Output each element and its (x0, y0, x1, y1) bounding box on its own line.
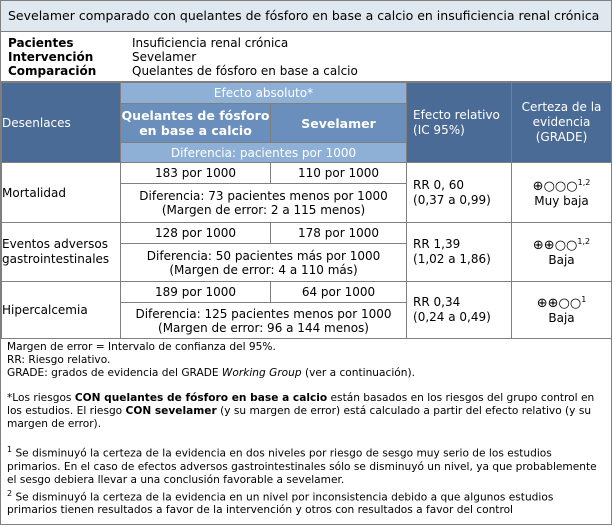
header-diferencia: Diferencia: pacientes por 1000 (121, 143, 407, 163)
rr-value: RR 0,34 (413, 295, 461, 309)
control-risk: 128 por 1000 (121, 223, 271, 244)
certainty-symbols: ⊕⊕○○ (532, 238, 578, 253)
certainty-cell (512, 282, 612, 339)
header-efecto-absoluto: Efecto absoluto* (121, 83, 407, 104)
footnote-rr: RR: Riesgo relativo. (7, 354, 111, 366)
table-footer (1, 339, 611, 517)
pico-row (8, 64, 604, 78)
footnote-2: $^2$ Se disminuyó la certeza de la evidencia en un nivel por inconsistencia debido a que algunos estudios primarios tienen resultados a favor de la intervención y otros con resultados a favor del control (7, 488, 554, 517)
relative-effect (407, 223, 512, 282)
certainty-footnote-ref: 1,2 (577, 237, 591, 246)
pico-label: Pacientes (8, 36, 74, 50)
difference-margin: (Margen de error: 2 a 115 menos) (161, 203, 366, 217)
difference-margin: (Margen de error: 96 a 144 menos) (158, 320, 369, 335)
relative-effect (407, 163, 512, 223)
pico-row (8, 50, 604, 64)
header-desenlaces: Desenlaces (2, 83, 121, 163)
header-certeza: Certeza de la evidencia (GRADE) (512, 83, 612, 163)
difference-text: Diferencia: 50 pacientes más por 1000 (146, 248, 381, 263)
rr-ci: (0,37 a 0,99) (413, 192, 491, 207)
certainty-cell (512, 163, 612, 223)
intervention-risk: 110 por 1000 (271, 163, 407, 184)
intervention-risk: 178 por 1000 (271, 223, 407, 244)
footnote-grade: GRADE: grados de evidencia del GRADE Working Group (ver a continuación). (7, 367, 415, 379)
pico-value: Quelantes de fósforo en base a calcio (132, 64, 358, 78)
relative-effect (407, 282, 512, 339)
header-col-control: Quelantes de fósforo en base a calcio (121, 104, 271, 143)
difference-text: Diferencia: 125 pacientes menos por 1000 (135, 306, 392, 321)
certainty-symbols: ⊕○○○ (532, 178, 578, 194)
difference-margin: (Margen de error: 4 a 110 más) (169, 262, 358, 277)
difference-text: Diferencia: 73 pacientes menos por 1000 (139, 189, 388, 203)
table-row (2, 223, 612, 244)
pico-value: Insuficiencia renal crónica (132, 36, 289, 50)
rr-value: RR 0, 60 (413, 177, 465, 192)
certainty-label: Baja (548, 253, 575, 267)
certainty-symbols: ⊕⊕○○ (536, 296, 582, 311)
footnote-risks: *Los riesgos CON quelantes de fósforo en base a calcio están basados en los riesgos del grupo control en los estudios. El riesgo CON sevelamer (y su margen de error) está calculado a partir del efecto relativo (y su margen de error). (7, 392, 595, 430)
rr-ci: (1,02 a 1,86) (413, 252, 491, 266)
control-risk: 183 por 1000 (121, 163, 271, 184)
rr-value: RR 1,39 (413, 237, 461, 251)
table-title: Sevelamer comparado con quelantes de fósforo en base a calcio en insuficiencia renal crónica (1, 1, 611, 32)
footnote-1: $^1$ Se disminuyó la certeza de la evidencia en dos niveles por riesgo de sesgo muy serio de los estudios primarios. En el caso de efectos adversos gastrointestinales sólo se disminuyó un nivel, ya que probablemente el sesgo debiera llevar a una conclusión favorable a sevelamer. (7, 445, 597, 486)
pico-row (8, 36, 604, 50)
certainty-footnote-ref: 1,2 (577, 177, 591, 187)
rr-ci: (0,24 a 0,49) (413, 310, 491, 324)
pico-label: Intervención (8, 50, 94, 64)
pico-value: Sevelamer (132, 50, 197, 64)
certainty-label: Baja (548, 311, 575, 325)
outcome-label: Hipercalcemia (2, 282, 121, 339)
difference-cell (121, 184, 407, 223)
table-row (2, 282, 612, 303)
footnote-margin: Margen de error = Intervalo de confianza del 95%. (7, 341, 276, 353)
pico-label: Comparación (8, 64, 97, 78)
certainty-label: Muy baja (534, 193, 589, 208)
pico-block (1, 32, 611, 82)
certainty-cell (512, 223, 612, 282)
certainty-footnote-ref: 1 (581, 295, 587, 304)
results-table (1, 82, 612, 339)
intervention-risk: 64 por 1000 (271, 282, 407, 303)
difference-cell (121, 303, 407, 339)
header-col-intervencion: Sevelamer (271, 104, 407, 143)
outcome-label: Mortalidad (2, 163, 121, 223)
outcome-label: Eventos adversos gastrointestinales (2, 223, 121, 282)
difference-cell (121, 244, 407, 282)
header-efecto-relativo: Efecto relativo (IC 95%) (407, 83, 512, 163)
table-row (2, 163, 612, 184)
control-risk: 189 por 1000 (121, 282, 271, 303)
